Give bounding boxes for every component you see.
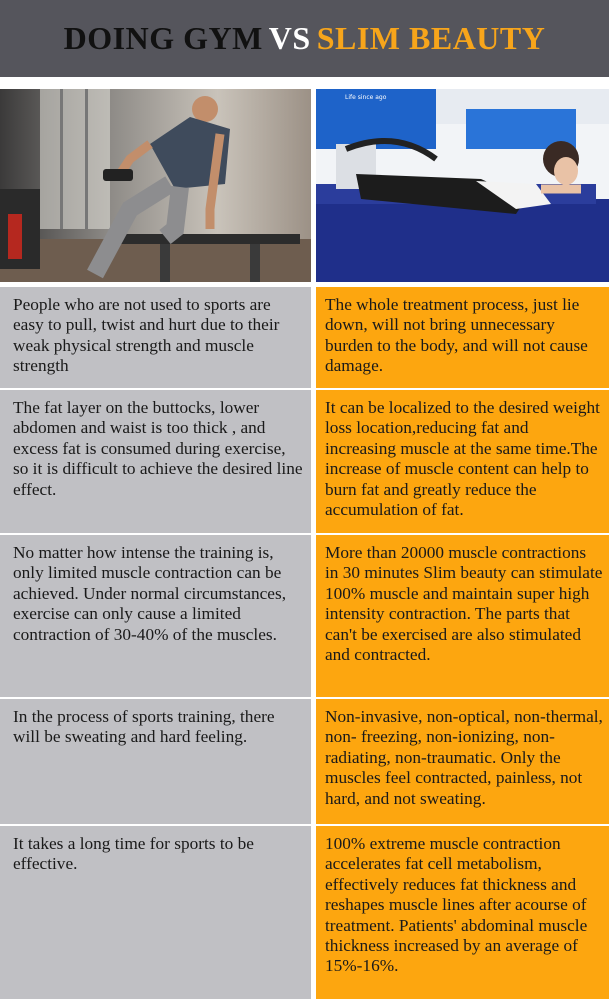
slim-point-1: The whole treatment process, just lie down, will not bring unnecessary burden to the body, and will not cause damage. [316,287,609,388]
title-doing-gym: DOING GYM [63,20,263,56]
photo-caption: Life since ago [345,94,387,101]
gym-point-4: In the process of sports training, there will be sweating and hard feeling. [0,699,311,824]
page-title [64,20,546,57]
title-slim-beauty: SLIM BEAUTY [316,20,546,56]
page-header [0,0,609,77]
slim-point-2: It can be localized to the desired weight loss location,reducing fat and increasing muscle at the same time.The increase of muscle content can help to burn fat and greatly reduce the accumulation of fat. [316,390,609,533]
gym-point-5: It takes a long time for sports to be effective. [0,826,311,999]
treatment-photo [316,89,609,282]
gym-point-3: No matter how intense the training is, only limited muscle contraction can be achieved. Under normal circumstances, exercise can only cause a limited contraction of 30-40% of the muscles. [0,535,311,697]
slim-point-3: More than 20000 muscle contractions in 30 minutes Slim beauty can stimulate 100% muscle and maintain super high intensity contraction. The parts that can't be exercised are also stimulated and contracted. [316,535,609,697]
gym-photo [0,89,311,282]
gym-point-1: People who are not used to sports are easy to pull, twist and hurt due to their weak physical strength and muscle strength [0,287,311,388]
title-vs: VS [268,20,311,56]
gym-point-2: The fat layer on the buttocks, lower abdomen and waist is too thick , and excess fat is consumed during exercise, so it is difficult to achieve the desired line effect. [0,390,311,533]
slim-point-4: Non-invasive, non-optical, non-thermal, non- freezing, non-ionizing, non-radiating, non-traumatic. Only the muscles feel contracted, painless, not hard, and not sweating. [316,699,609,824]
slim-point-5: 100% extreme muscle contraction accelerates fat cell metabolism, effectively reduces fat thickness and reshapes muscle lines after acourse of treatment. Patients' abdominal muscle thickness increased by an average of 15%-16%. [316,826,609,999]
